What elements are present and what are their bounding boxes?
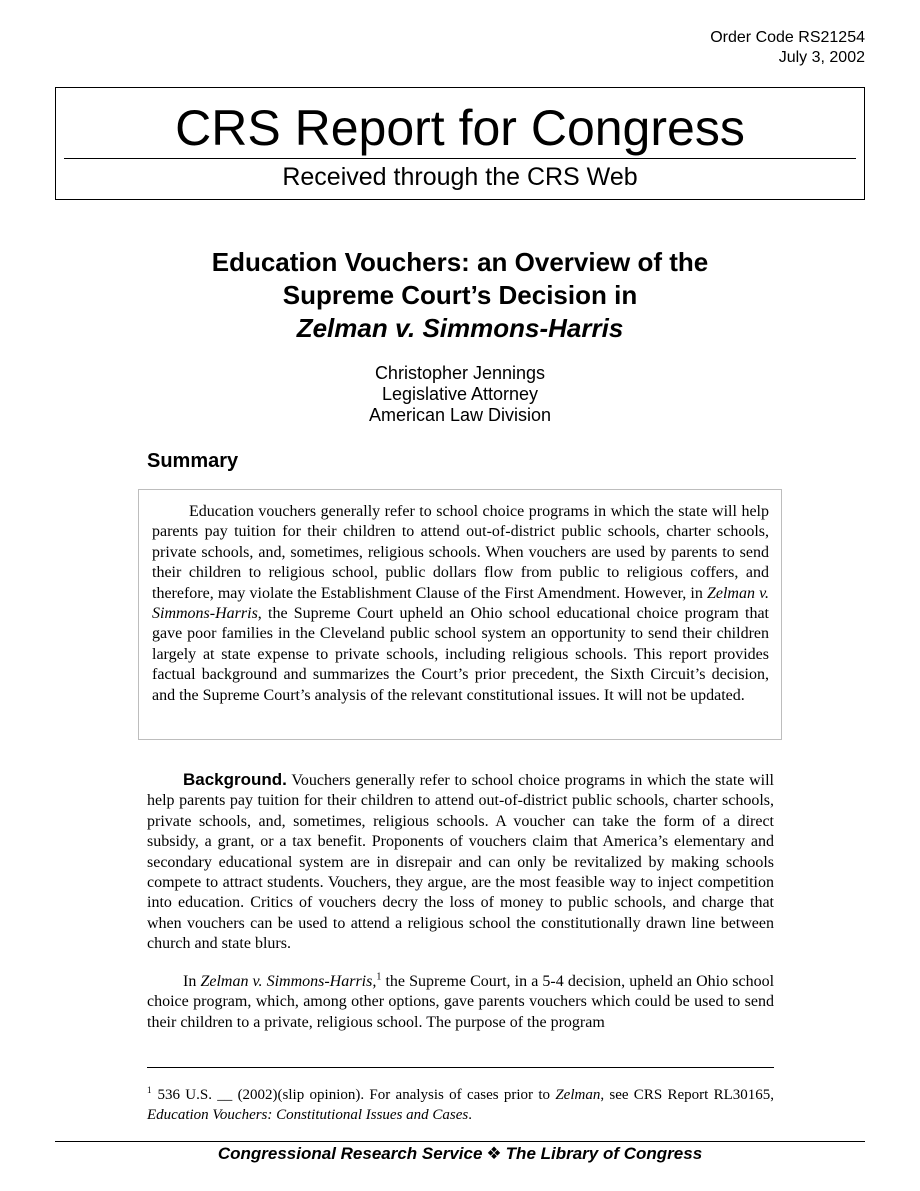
footer-left: Congressional Research Service — [217, 1144, 483, 1163]
footnote — [147, 1086, 774, 1125]
background-heading: Background. — [183, 770, 287, 789]
p2-lead: In — [183, 973, 201, 990]
footnote-report-title: Education Vouchers: Constitutional Issues and Cases — [147, 1106, 469, 1123]
footnote-divider — [147, 1067, 774, 1068]
background-paragraph — [147, 770, 774, 955]
summary-heading: Summary — [147, 450, 239, 472]
zelman-paragraph — [147, 972, 774, 1033]
p2-text: the Supreme Court, in a 5-4 decision, upheld an Ohio school choice program, which, among other options, gave parents vouchers which could be used to send their children to a private, religious school. The purpose of the program — [147, 973, 775, 1031]
report-date: July 3, 2002 — [778, 49, 865, 66]
report-title — [0, 246, 920, 345]
footer-right: The Library of Congress — [505, 1144, 703, 1163]
footer-separator-icon: ❖ — [486, 1144, 502, 1163]
summary-text-part2: , the Supreme Court upheld an Ohio school educational choice program that gave poor families in the Cleveland public school system an opportunity to send their children largely at state expense to private schools, including religious schools. This report provides factual background and summarizes the Court’s prior precedent, the Sixth Circuit’s decision, and the Supreme Court’s analysis of the relevant constitutional issues. It will not be updated. — [152, 605, 769, 704]
order-code: Order Code RS21254 — [710, 29, 865, 46]
footer — [0, 1143, 920, 1165]
summary-box — [138, 489, 782, 740]
footnote-text-part3: . — [468, 1106, 472, 1123]
footnote-text-part2: , see CRS Report RL30165, — [600, 1087, 774, 1103]
p2-case-name: Zelman v. Simmons-Harris, — [200, 973, 377, 990]
summary-text — [152, 502, 769, 706]
summary-text-part1: Education vouchers generally refer to school choice programs in which the state will help parents pay tuition for their children to attend out-of-district public schools, charter schools, private schools, and, sometimes, religious schools. When vouchers are used by parents to send their children to religious school, public dollars flow from public to religious coffers, and therefore, may violate the Establishment Clause of the First Amendment. However, in — [152, 503, 769, 602]
footer-divider — [55, 1141, 865, 1142]
footnote-case: Zelman — [555, 1087, 601, 1103]
report-title-case: Zelman v. Simmons-Harris — [296, 313, 624, 343]
report-title-line2: Supreme Court’s Decision in — [282, 280, 638, 310]
footnote-ref: 1 — [376, 971, 382, 983]
summary-case-name: Zelman v. Simmons-Harris — [152, 584, 769, 623]
footnote-number: 1 — [147, 1085, 152, 1095]
author-division: American Law Division — [368, 405, 552, 425]
banner-title: CRS Report for Congress — [175, 100, 745, 156]
background-text: Vouchers generally refer to school choice programs in which the state will help parents pay tuition for their children to attend out-of-district public schools, charter schools, private schools, and, sometimes, religious schools. A voucher can take the form of a direct subsidy, a grant, or a tax benefit. Proponents of vouchers claim that America’s elementary and secondary educational system are in disrepair and can only be revitalized by making schools compete to attract students. Vouchers, they argue, are the most feasible way to inject competition into education. Critics of vouchers decry the loss of money to public schools, and charge that when vouchers can be used to attend a religious school the constitutionally drawn line between church and state blurs. — [147, 772, 774, 953]
author-position: Legislative Attorney — [381, 384, 539, 404]
author-name: Christopher Jennings — [374, 363, 546, 383]
author-block — [0, 363, 920, 426]
banner-divider — [64, 158, 856, 159]
report-title-line1: Education Vouchers: an Overview of the — [211, 247, 709, 277]
footnote-text-part1: 536 U.S. __ (2002)(slip opinion). For analysis of cases prior to — [157, 1087, 556, 1103]
banner-subtitle: Received through the CRS Web — [282, 163, 638, 191]
order-code-block — [710, 28, 865, 68]
